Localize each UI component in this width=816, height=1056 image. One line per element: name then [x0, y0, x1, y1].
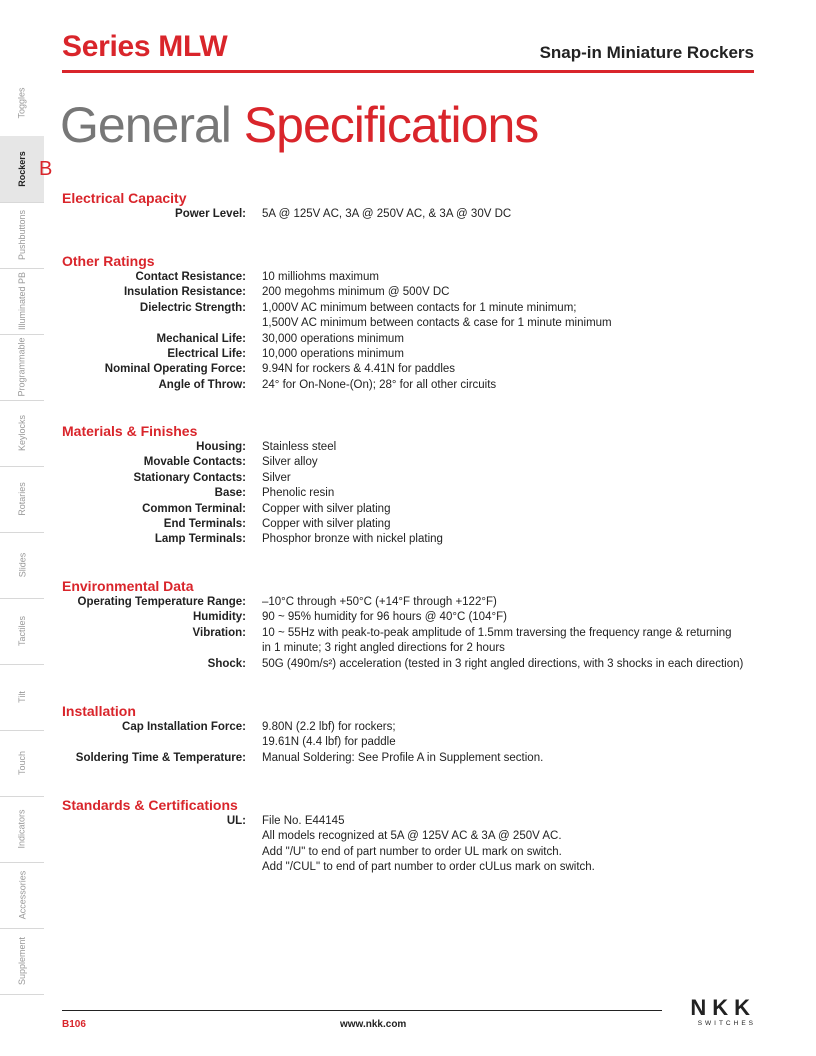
spec-value	[262, 378, 762, 393]
spec-value-line: in 1 minute; 3 right angled directions for 2 hours	[262, 642, 505, 655]
spec-value-line: Stainless steel	[262, 441, 337, 453]
series-title: Series MLW	[62, 30, 228, 63]
spec-label: Lamp Terminals:	[154, 533, 246, 546]
spec-value-line: 10 ~ 55Hz with peak-to-peak amplitude of 1.5mm traversing the frequency range & returning	[262, 626, 732, 639]
tab-rotaries[interactable]	[0, 466, 44, 533]
tab-toggles[interactable]	[0, 70, 44, 137]
spec-value-line: Silver	[262, 471, 291, 484]
tab-label: Rotaries	[16, 482, 27, 516]
spec-row	[62, 378, 762, 393]
spec-value-line: File No. E44145	[262, 815, 345, 827]
spec-value-line: All models recognized at 5A @ 125V AC & 3A @ 250V AC.	[262, 830, 562, 843]
tab-label: Indicators	[17, 809, 27, 849]
spec-label: Common Terminal:	[142, 502, 246, 515]
spec-value-line: 30,000 operations minimum	[262, 332, 404, 345]
spec-value	[262, 626, 762, 657]
spec-row	[62, 626, 762, 657]
spec-value	[262, 440, 762, 455]
section-title: Electrical Capacity	[62, 190, 187, 206]
spec-value-line: Copper with silver plating	[262, 518, 391, 531]
footer-rule	[62, 1010, 662, 1011]
tab-label: Slides	[16, 552, 27, 578]
section-other-ratings	[62, 253, 762, 393]
spec-value-line: –10°C through +50°C (+14°F through +122°F)	[262, 596, 497, 608]
tab-label: Keylocks	[16, 414, 27, 452]
tab-letter: B	[39, 158, 53, 180]
spec-row	[62, 657, 762, 672]
spec-label: Mechanical Life:	[156, 332, 246, 345]
spec-label: Humidity:	[192, 611, 246, 624]
logo-main: NKK	[690, 995, 756, 1020]
spec-value	[262, 471, 762, 486]
spec-label: Dielectric Strength:	[139, 301, 246, 314]
spec-label: UL:	[226, 815, 246, 827]
spec-value	[262, 347, 762, 362]
spec-value-line: 50G (490m/s²) acceleration (tested in 3 right angled directions, with 3 shocks in each direction)	[262, 657, 744, 670]
spec-value	[262, 332, 762, 347]
tab-supplement[interactable]	[0, 928, 44, 995]
tab-tactiles[interactable]	[0, 598, 44, 665]
spec-row	[62, 532, 762, 547]
spec-label: End Terminals:	[163, 518, 246, 531]
spec-value	[262, 362, 762, 377]
tab-programmable[interactable]	[0, 334, 44, 401]
section-title: Materials & Finishes	[62, 423, 198, 439]
tab-touch[interactable]	[0, 730, 44, 797]
logo-sub: SWITCHES	[697, 1020, 756, 1027]
spec-row	[62, 471, 762, 486]
tab-rockers[interactable]	[0, 136, 44, 203]
spec-label: Power Level:	[175, 208, 246, 220]
spec-value-line: 10 milliohms maximum	[262, 271, 379, 283]
spec-row	[62, 517, 762, 532]
tab-label: Toggles	[17, 87, 27, 119]
spec-value-line: Copper with silver plating	[262, 502, 391, 515]
spec-row	[62, 720, 762, 751]
tab-keylocks[interactable]	[0, 400, 44, 467]
spec-label: Base:	[214, 487, 246, 500]
spec-label: Angle of Throw:	[158, 378, 246, 391]
tab-label: Illuminated PB	[17, 271, 27, 331]
spec-row	[62, 751, 762, 766]
spec-row	[62, 285, 762, 300]
tab-label: Rockers	[17, 151, 27, 187]
spec-row	[62, 347, 762, 362]
spec-value	[262, 720, 762, 751]
spec-label: Soldering Time & Temperature:	[75, 751, 246, 764]
section-title: Environmental Data	[62, 578, 194, 594]
spec-value	[262, 610, 762, 625]
spec-row	[62, 455, 762, 470]
product-title: Snap-in Miniature Rockers	[539, 43, 754, 62]
spec-value-line: 5A @ 125V AC, 3A @ 250V AC, & 3A @ 30V DC	[262, 208, 512, 220]
spec-value	[262, 517, 762, 532]
tab-label: Pushbuttons	[17, 209, 28, 261]
spec-label: Insulation Resistance:	[123, 286, 246, 299]
header-rule	[62, 70, 754, 73]
spec-value-line: 10,000 operations minimum	[262, 348, 404, 361]
section-standards	[62, 797, 762, 876]
spec-label: Cap Installation Force:	[122, 721, 246, 733]
spec-label: Nominal Operating Force:	[104, 363, 246, 376]
spec-row	[62, 270, 762, 285]
page-heading	[60, 96, 538, 154]
section-electrical	[62, 190, 762, 222]
spec-value-line: 90 ~ 95% humidity for 96 hours @ 40°C (104°F)	[262, 611, 507, 624]
tab-label: Supplement	[17, 936, 28, 986]
spec-value-line: Phenolic resin	[262, 487, 335, 500]
spec-row	[62, 610, 762, 625]
spec-label: Vibration:	[192, 626, 246, 639]
spec-label: Operating Temperature Range:	[77, 596, 246, 608]
heading-main: General	[60, 97, 244, 153]
spec-value-line: 1,500V AC minimum between contacts & case for 1 minute minimum	[262, 317, 612, 330]
tab-label: Tactiles	[16, 615, 27, 647]
tab-label: Accessories	[17, 870, 28, 920]
spec-value	[262, 502, 762, 517]
tab-label: Tilt	[16, 691, 27, 703]
spec-label: Stationary Contacts:	[133, 471, 246, 484]
spec-value-line: Silver alloy	[262, 456, 318, 469]
tab-label: Programmable	[17, 337, 27, 397]
spec-label: Movable Contacts:	[143, 456, 246, 469]
spec-value	[262, 486, 762, 501]
spec-row	[62, 301, 762, 332]
spec-row	[62, 814, 762, 876]
spec-value	[262, 751, 762, 766]
section-title: Other Ratings	[62, 253, 155, 269]
spec-label: Shock:	[207, 657, 246, 670]
spec-value-line: Add "/U" to end of part number to order UL mark on switch.	[262, 845, 562, 858]
spec-label: Contact Resistance:	[135, 271, 246, 283]
spec-label: Housing:	[196, 441, 246, 453]
nkk-logo	[666, 997, 756, 1033]
spec-value	[262, 270, 762, 285]
spec-value	[262, 595, 762, 610]
spec-row	[62, 207, 762, 222]
spec-value-line: Add "/CUL" to end of part number to order cULus mark on switch.	[262, 861, 595, 874]
heading-accent: Specifications	[243, 97, 539, 153]
spec-row	[62, 486, 762, 501]
spec-value-line: 9.94N for rockers & 4.41N for paddles	[262, 363, 456, 376]
page-number: B106	[62, 1019, 86, 1030]
spec-value-line: 1,000V AC minimum between contacts for 1 minute minimum;	[262, 301, 577, 314]
tab-label: Touch	[17, 750, 27, 776]
spec-row	[62, 332, 762, 347]
spec-value-line: 19.61N (4.4 lbf) for paddle	[262, 736, 396, 749]
spec-value	[262, 207, 762, 222]
tab-illuminated-pb[interactable]	[0, 268, 44, 335]
tab-slides[interactable]	[0, 532, 44, 599]
spec-row	[62, 502, 762, 517]
tab-indicators[interactable]	[0, 796, 44, 863]
tab-tilt[interactable]	[0, 664, 44, 731]
section-environmental	[62, 578, 762, 672]
spec-value	[262, 532, 762, 547]
footer-url[interactable]: www.nkk.com	[340, 1019, 407, 1030]
spec-value-line: Phosphor bronze with nickel plating	[262, 533, 443, 546]
section-title: Standards & Certifications	[62, 797, 238, 813]
spec-value-line: 24° for On-None-(On); 28° for all other circuits	[262, 378, 497, 391]
tab-accessories[interactable]	[0, 862, 44, 929]
spec-label: Electrical Life:	[167, 348, 246, 361]
spec-value-line: 9.80N (2.2 lbf) for rockers;	[262, 721, 396, 733]
spec-value	[262, 657, 762, 672]
spec-value	[262, 455, 762, 470]
spec-value	[262, 301, 762, 332]
spec-row	[62, 595, 762, 610]
spec-value-line: Manual Soldering: See Profile A in Supplement section.	[262, 751, 544, 764]
spec-value-line: 200 megohms minimum @ 500V DC	[262, 286, 450, 299]
section-title: Installation	[62, 703, 136, 719]
section-materials	[62, 423, 762, 548]
spec-value	[262, 814, 762, 876]
section-installation	[62, 703, 762, 766]
spec-row	[62, 440, 762, 455]
tab-pushbuttons[interactable]	[0, 202, 44, 269]
spec-row	[62, 362, 762, 377]
spec-value	[262, 285, 762, 300]
